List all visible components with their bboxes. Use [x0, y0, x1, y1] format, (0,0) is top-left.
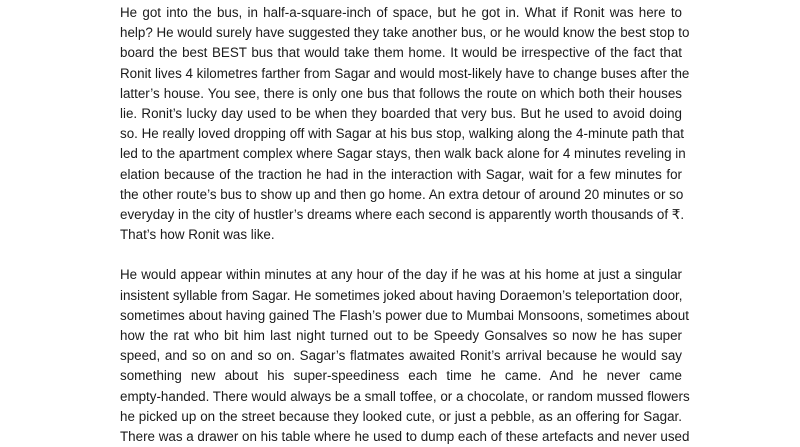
paragraph-spacer	[120, 245, 682, 265]
text-line: Ronit lives 4 kilometres farther from Sagar and would most-likely have to change buses after the	[120, 65, 690, 81]
text-line: He would appear within minutes at any hour of the day if he was at his home at just a singular	[120, 267, 682, 283]
text-line: sometimes about having gained The Flash’s power due to Mumbai Monsoons, sometimes about	[120, 307, 689, 323]
text-line: something new about his super-speediness each time he came. And he never came	[120, 368, 682, 384]
text-line: lie. Ronit’s lucky day used to be when they boarded that very bus. But he used to avoid doing	[120, 105, 682, 121]
text-line: help? He would surely have suggested they take another bus, or he would know the best stop to	[120, 25, 690, 41]
paragraph-1	[120, 3, 690, 245]
text-line: board the best BEST bus that would take them home. It would be irrespective of the fact that	[120, 45, 682, 61]
text-line: elation because of the traction he had in the interaction with Sagar, wait for a few minutes for	[120, 166, 682, 182]
text-line: latter’s house. You see, there is only one bus that follows the route on which both their houses	[120, 85, 682, 101]
text-line: how the rat who bit him last night turned out to be Speedy Gonsalves so now he has super	[120, 328, 682, 343]
text-line: insistent syllable from Sagar. He sometimes joked about having Doraemon’s teleportation door,	[120, 287, 683, 303]
text-line: There was a drawer on his table where he used to dump each of these artefacts and never used	[120, 428, 690, 444]
text-line: That’s how Ronit was like.	[120, 227, 275, 243]
text-line: He got into the bus, in half-a-square-inch of space, but he got in. What if Ronit was here to	[120, 5, 682, 20]
text-line: led to the apartment complex where Sagar stays, then walk back alone for 4 minutes reveling in	[120, 146, 686, 162]
text-line: empty-handed. There would always be a small toffee, or a chocolate, or random mussed flowers	[120, 388, 690, 404]
text-column	[120, 3, 690, 447]
paragraph-2	[120, 265, 690, 447]
text-line: speed, and so on and so on. Sagar’s flatmates awaited Ronit’s arrival because he would say	[120, 348, 682, 364]
text-line: so. He really loved dropping off with Sagar at his bus stop, walking along the 4-minute path that	[120, 126, 684, 142]
text-line: he picked up on the street because they looked cute, or just a pebble, as an offering for Sagar.	[120, 408, 682, 424]
text-line: everyday in the city of hustler’s dreams where each second is apparently worth thousands of ₹.	[120, 206, 685, 222]
text-line: the other route’s bus to show up and then go home. An extra detour of around 20 minutes or so	[120, 186, 684, 202]
